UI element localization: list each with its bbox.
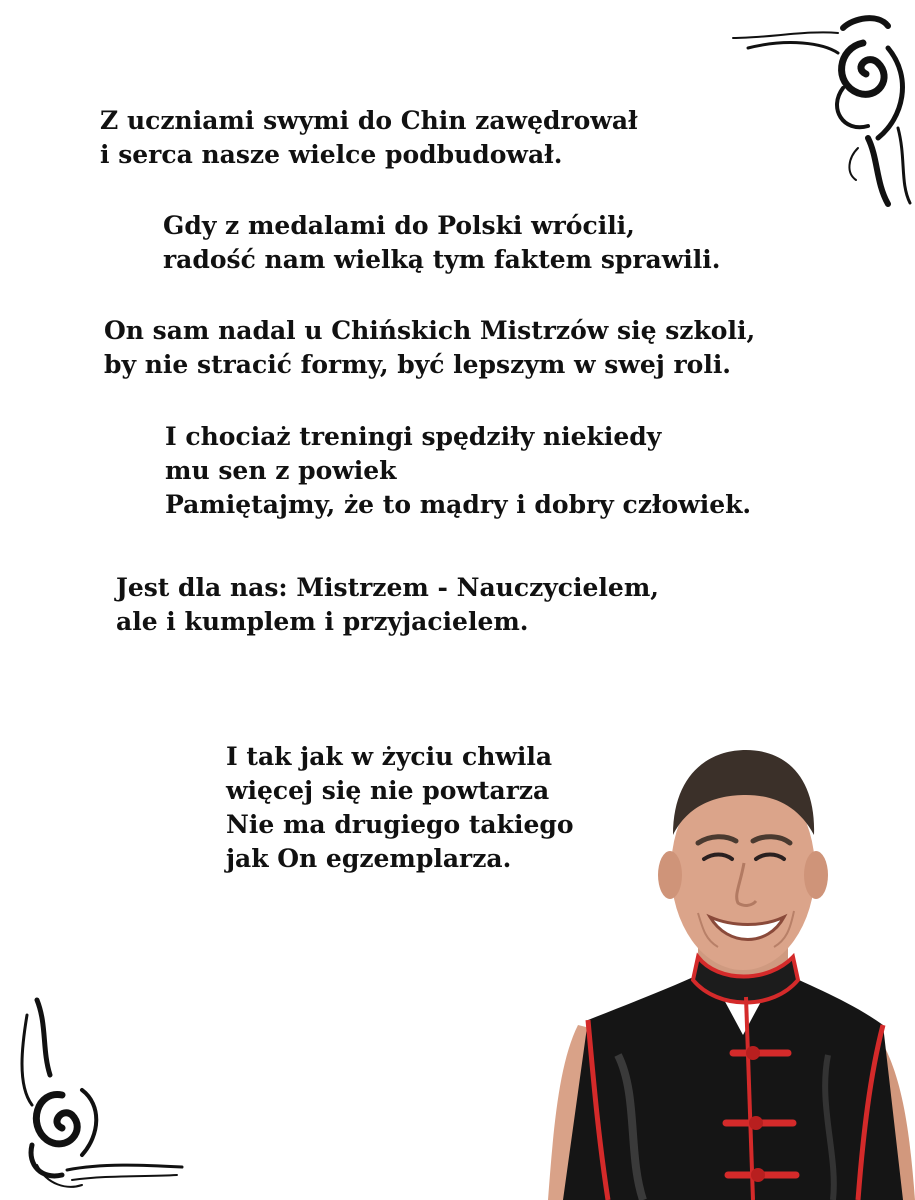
poem-line: Jest dla nas: Mistrzem - Nauczycielem, xyxy=(116,573,659,602)
stanza-3 xyxy=(104,314,755,382)
vest xyxy=(563,970,903,1200)
corner-ornament-bottom-left xyxy=(12,995,187,1195)
poem-line: i serca nasze wielce podbudował. xyxy=(100,140,563,169)
portrait-photo xyxy=(548,735,915,1200)
poem-line: Nie ma drugiego takiego xyxy=(226,810,574,839)
poem-line: jak On egzemplarza. xyxy=(226,844,512,873)
corner-ornament-top-right xyxy=(728,8,915,208)
poem-line: On sam nadal u Chińskich Mistrzów się szkoli, xyxy=(104,316,756,345)
poem-line: radość nam wielką tym faktem sprawili. xyxy=(163,245,721,274)
stanza-5 xyxy=(116,571,659,639)
poem-line: mu sen z powiek xyxy=(165,456,397,485)
stanza-6 xyxy=(226,740,574,876)
poem-line: I chociaż treningi spędziły niekiedy xyxy=(165,422,662,451)
stanza-1 xyxy=(100,104,638,172)
poem-line: Gdy z medalami do Polski wrócili, xyxy=(163,211,635,240)
poem-line: by nie stracić formy, być lepszym w swej roli. xyxy=(104,350,732,379)
poem-line: ale i kumplem i przyjacielem. xyxy=(116,607,529,636)
poem-line: Z uczniami swymi do Chin zawędrował xyxy=(100,106,638,135)
stanza-4 xyxy=(165,420,751,522)
poem-line: Pamiętajmy, że to mądry i dobry człowiek. xyxy=(165,490,752,519)
poem-line: I tak jak w życiu chwila xyxy=(226,742,553,771)
stanza-2 xyxy=(163,209,720,277)
poem-line: więcej się nie powtarza xyxy=(226,776,550,805)
